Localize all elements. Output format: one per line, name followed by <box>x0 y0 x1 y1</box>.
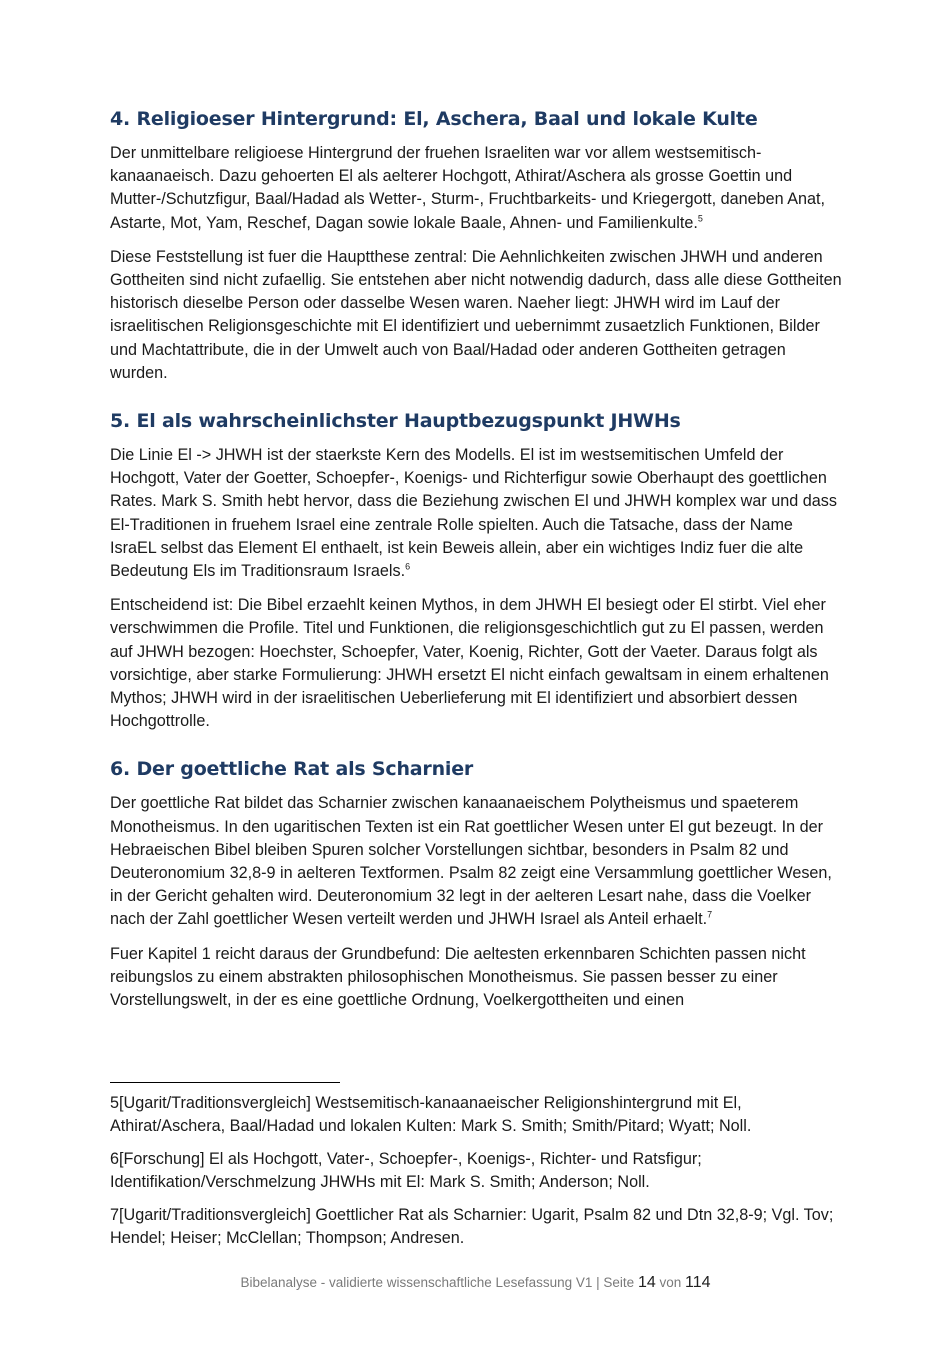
footnote: 5[Ugarit/Traditionsvergleich] Westsemitisch-kanaanaeischer Religionshintergrund mit El, Athirat/Aschera, Baal/Hadad und lokalen Kulten: Mark S. Smith; Smith/Pitard; Wyatt; Noll. <box>110 1094 752 1135</box>
paragraph-text: Die Linie El -> JHWH ist der staerkste Kern des Modells. El ist im westsemitischen Umfeld der Hochgott, Vater der Goetter, Schoepfer-, Koenigs- und Richterfigur sowie Oberhaupt des goettlichen Rates. Mark S. Smith hebt hervor, dass die Beziehung zwischen El und JHWH komplex war und dass El-Traditionen in fruehem Israel eine zentrale Rolle spielten. Auch die Tatsache, dass der Name IsraEL selbst das Element El enthaelt, ist kein Beweis allein, aber ein wichtiges Indiz fuer die alte Bedeutung Els im Traditionsraum Israels. <box>110 446 837 581</box>
paragraph <box>110 792 842 931</box>
paragraph: Entscheidend ist: Die Bibel erzaehlt keinen Mythos, in dem JHWH El besiegt oder El stirbt. Viel eher verschwimmen die Profile. Titel und Funktionen, die religionsgeschichtlich gut zu El passen, werden auf JHWH bezogen: Hoechster, Schoepfer, Vater, Koenig, Richter, Gott der Vaeter. Daraus folgt als vorsichtige, aber starke Formulierung: JHWH ersetzt El nicht einfach gewaltsam in einem erhaltenen Mythos; JHWH wird in der israelitischen Ueberlieferung mit El identifiziert und absorbiert dessen Hochgottrolle. <box>110 596 829 731</box>
paragraph <box>110 444 842 583</box>
footer-of: von <box>659 1275 682 1290</box>
footnote-ref[interactable]: 7 <box>707 910 713 921</box>
footnote-ref[interactable]: 6 <box>405 561 411 572</box>
page-footer <box>0 1274 951 1292</box>
footnote-ref[interactable]: 5 <box>697 213 703 224</box>
paragraph-text: Der goettliche Rat bildet das Scharnier zwischen kanaanaeischem Polytheismus und spaeterem Monotheismus. In den ugaritischen Texten ist ein Rat goettlicher Wesen unter El gut bezeugt. In der Hebraeischen Bibel bleiben Spuren solcher Vorstellungen sichtbar, besonders in Psalm 82 und Deuteronomium 32,8-9 in aelteren Textformen. Psalm 82 zeigt eine Versammlung goettlicher Wesen, in der Gericht gehalten wird. Deuteronomium 32 legt in der aelteren Lesart nahe, dass die Voelker nach der Zahl goettlicher Wesen verteilt werden und JHWH Israel als Anteil erhaelt. <box>110 794 832 929</box>
section-heading: 4. Religioeser Hintergrund: El, Aschera, Baal und lokale Kulte <box>110 108 758 130</box>
paragraph: Diese Feststellung ist fuer die Hauptthese zentral: Die Aehnlichkeiten zwischen JHWH und anderen Gottheiten sind nicht zufaellig. Sie entstehen aber nicht notwendig dadurch, dass alle diese Gottheiten historisch dieselbe Person oder dasselbe Wesen waren. Naeher liegt: JHWH wird im Lauf der israelitischen Religionsgeschichte mit El identifiziert und uebernimmt zusaetzlich Funktionen, Bilder und Machtattribute, die in der Umwelt auch von Baal/Hadad oder anderen Gottheiten getragen wurden. <box>110 247 842 382</box>
section-5 <box>110 410 842 733</box>
section-6 <box>110 758 842 1012</box>
page-total: 114 <box>685 1274 711 1291</box>
footnotes <box>110 1092 842 1260</box>
footnote: 6[Forschung] El als Hochgott, Vater-, Schoepfer-, Koenigs-, Richter- und Ratsfigur; Identifikation/Verschmelzung JHWHs mit El: Mark S. Smith; Anderson; Noll. <box>110 1150 702 1191</box>
footnote-divider <box>110 1082 340 1083</box>
paragraph-text: Der unmittelbare religioese Hintergrund der fruehen Israeliten war vor allem westsemitisch-kanaanaeisch. Dazu gehoerten El als aelterer Hochgott, Athirat/Aschera als grosse Goettin und Mutter-/Schutzfigur, Baal/Hadad als Wetter-, Sturm-, Fruchtbarkeits- und Kriegergott, daneben Anat, Astarte, Mot, Yam, Reschef, Dagan sowie lokale Baale, Ahnen- und Familienkulte. <box>110 144 825 232</box>
section-4 <box>110 108 842 385</box>
section-heading: 6. Der goettliche Rat als Scharnier <box>110 758 474 781</box>
section-heading: 5. El als wahrscheinlichster Hauptbezugspunkt JHWHs <box>110 410 681 433</box>
page-content <box>110 108 842 1037</box>
paragraph <box>110 142 842 235</box>
paragraph: Fuer Kapitel 1 reicht daraus der Grundbefund: Die aeltesten erkennbaren Schichten passen nicht reibungslos zu einem abstrakten philosophischen Monotheismus. Sie passen besser zu einer Vorstellungswelt, in der es eine goettliche Ordnung, Voelkergottheiten und einen <box>110 944 806 1010</box>
page-number: 14 <box>637 1274 656 1291</box>
footnote: 7[Ugarit/Traditionsvergleich] Goettlicher Rat als Scharnier: Ugarit, Psalm 82 und Dtn 32,8-9; Vgl. Tov; Hendel; Heiser; McClellan; Thompson; Andresen. <box>110 1206 834 1247</box>
footer-text: Bibelanalyse - validierte wissenschaftliche Lesefassung V1 | Seite <box>240 1275 635 1290</box>
